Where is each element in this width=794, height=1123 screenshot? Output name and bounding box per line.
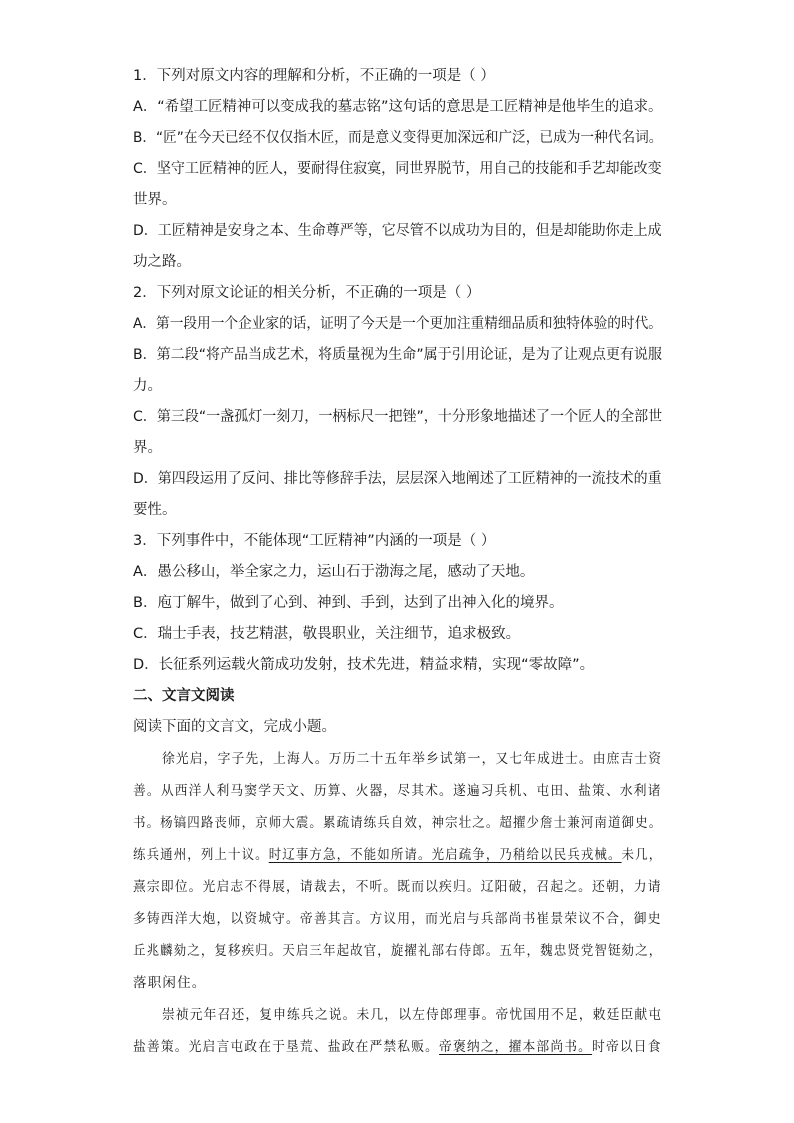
passage-line bbox=[133, 845, 662, 865]
passage-line: 书。杨镐四路丧师，京师大震。累疏请练兵自效，神宗壮之。超擢少詹士兼河南道御史。 bbox=[133, 815, 663, 831]
question-2-stem: 2．下列对原文论证的相关分析，不正确的一项是（ ） bbox=[133, 285, 481, 301]
question-3-option-c: C．瑞士手表，技艺精湛，敬畏职业，关注细节，追求极致。 bbox=[133, 626, 521, 642]
section-instruction: 阅读下面的文言文，完成小题。 bbox=[133, 719, 336, 735]
question-3-stem: 3．下列事件中，不能体现“工匠精神”内涵的一项是（ ） bbox=[133, 533, 496, 549]
question-2-option-c: C．第三段“一盏孤灯一刻刀，一柄标尺一把锉”，十分形象地描述了一个匠人的全部世 bbox=[133, 409, 663, 425]
section-heading: 二、文言文阅读 bbox=[133, 688, 235, 704]
passage-line: 丘兆麟劾之，复移疾归。天启三年起故官，旋擢礼部右侍郎。五年，魏忠贤党智铤劾之， bbox=[133, 943, 663, 959]
passage-line: 熹宗即位。光启志不得展，请裁去，不听。既而以疾归。辽阳破，召起之。还朝，力请 bbox=[133, 879, 662, 895]
underlined-sentence: 帝褒纳之，擢本部尚书。 bbox=[439, 1039, 593, 1055]
passage-text: 盐善策。光启言屯政在于垦荒、盐政在严禁私贩。 bbox=[133, 1039, 440, 1055]
question-2-option-c-cont: 界。 bbox=[133, 440, 162, 456]
question-2-option-d: D．第四段运用了反问、排比等修辞手法，层层深入地阐述了工匠精神的一流技术的重 bbox=[133, 471, 662, 487]
question-1-option-d: D．工匠精神是安身之本、生命尊严等，它尽管不以成功为目的，但是却能助你走上成 bbox=[133, 223, 662, 239]
question-1-option-c-cont: 世界。 bbox=[133, 192, 177, 208]
question-1-option-c: C．坚守工匠精神的匠人，要耐得住寂寞，同世界脱节，用自己的技能和手艺却能改变 bbox=[133, 161, 662, 177]
passage-line: 落职闲住。 bbox=[133, 975, 207, 991]
passage-line: 徐光启，字子先，上海人。万历二十五年举乡试第一，又七年成进士。由庶吉士资 bbox=[162, 751, 663, 767]
question-3-option-a: A．愚公移山，举全家之力，运山石于渤海之尾，感动了天地。 bbox=[133, 564, 535, 580]
passage-text: 未几， bbox=[621, 847, 663, 863]
passage-line: 崇祯元年召还，复申练兵之说。未几，以左侍郎理事。帝忧国用不足，敕廷臣献屯 bbox=[162, 1007, 663, 1023]
question-1-option-b: B．“匠”在今天已经不仅仅指木匠，而是意义变得更加深远和广泛，已成为一种代名词。 bbox=[133, 130, 663, 146]
question-2-option-a: A．第一段用一个企业家的话，证明了今天是一个更加注重精细品质和独特体验的时代。 bbox=[133, 316, 662, 332]
question-1-option-a: A．“希望工匠精神可以变成我的墓志铭”这句话的意思是工匠精神是他毕生的追求。 bbox=[133, 99, 663, 115]
underlined-sentence: 时辽事方急，不能如所请。光启疏争，乃稍给以民兵戎械。 bbox=[268, 847, 622, 863]
question-1-stem: 1．下列对原文内容的理解和分析，不正确的一项是（ ） bbox=[133, 68, 495, 84]
question-2-option-d-cont: 要性。 bbox=[133, 502, 177, 518]
passage-text: 练兵通州，列上十议。 bbox=[133, 847, 269, 863]
question-2-option-b: B．第二段“将产品当成艺术，将质量视为生命”属于引用论证，是为了让观点更有说服 bbox=[133, 347, 662, 363]
question-3-option-d: D．长征系列运载火箭成功发射，技术先进，精益求精，实现“零故障”。 bbox=[133, 657, 595, 673]
passage-line bbox=[133, 1037, 662, 1057]
passage-line: 善。从西洋人利马窦学天文、历算、火器，尽其术。遂遍习兵机、屯田、盐策、水利诸 bbox=[133, 783, 662, 799]
passage-text: 时帝以日食 bbox=[592, 1039, 662, 1055]
passage-line: 多铸西洋大炮，以资城守。帝善其言。方议用，而光启与兵部尚书崔景荣议不合，御史 bbox=[133, 911, 662, 927]
question-2-option-b-cont: 力。 bbox=[133, 378, 162, 394]
question-1-option-d-cont: 功之路。 bbox=[133, 254, 191, 270]
question-3-option-b: B．庖丁解牛，做到了心到、神到、手到，达到了出神入化的境界。 bbox=[133, 595, 564, 611]
